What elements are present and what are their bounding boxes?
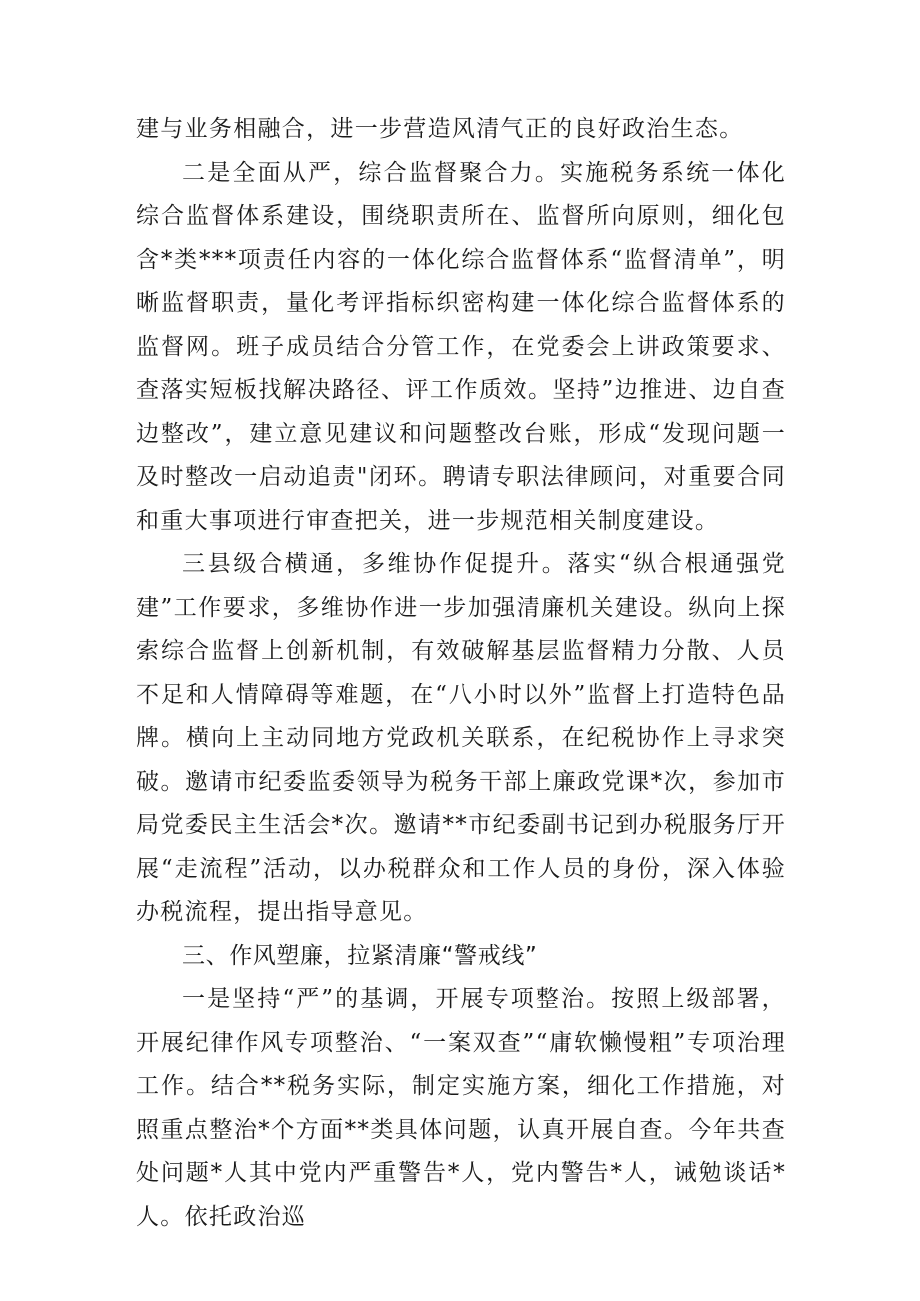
paragraph-special-rectification: 一是坚持“严”的基调，开展专项整治。按照上级部署，开展纪律作风专项整治、“一案双查”“庸软懒慢粗”专项治理工作。结合**税务实际，制定实施方案，细化工作措施，对照重点整治*个方面**类具体问题，认真开展自查。今年共查处问题*人其中党内严重警告*人，党内警告*人，诫勉谈话*人。依托政治巡 <box>136 986 786 1230</box>
document-body <box>136 108 786 1239</box>
paragraph-multi-dimensional-cooperation: 三县级合横通，多维协作促提升。落实“纵合根通强党建”工作要求，多维协作进一步加强清廉机关建设。纵向上探索综合监督上创新机制，有效破解基层监督精力分散、人员不足和人情障碍等难题，在“八小时以外”监督上打造特色品牌。横向上主动同地方党政机关联系，在纪税协作上寻求突破。邀请市纪委监委领导为税务干部上廉政党课*次，参加市局党委民主生活会*次。邀请**市纪委副书记到办税服务厅开展“走流程”活动，以办税群众和工作人员的身份，深入体验办税流程，提出指导意见。 <box>136 551 786 925</box>
paragraph-comprehensive-supervision: 二是全面从严，综合监督聚合力。实施税务系统一体化综合监督体系建设，围绕职责所在、监督所向原则，细化包含*类***项责任内容的一体化综合监督体系“监督清单”，明晰监督职责，量化考评指标织密构建一体化综合监督体系的监督网。班子成员结合分管工作，在党委会上讲政策要求、查落实短板找解决路径、评工作质效。坚持”边推进、边自查边整改”，建立意见建议和问题整改台账，形成“发现问题一及时整改一启动追责"闭环。聘请专职法律顾问，对重要合同和重大事项进行审查把关，进一步规范相关制度建设。 <box>136 159 786 534</box>
section-heading-3: 三、作风塑廉，拉紧清廉“警戒线” <box>182 942 538 969</box>
paragraph-continuation: 建与业务相融合，进一步营造风清气正的良好政治生态。 <box>136 116 744 142</box>
